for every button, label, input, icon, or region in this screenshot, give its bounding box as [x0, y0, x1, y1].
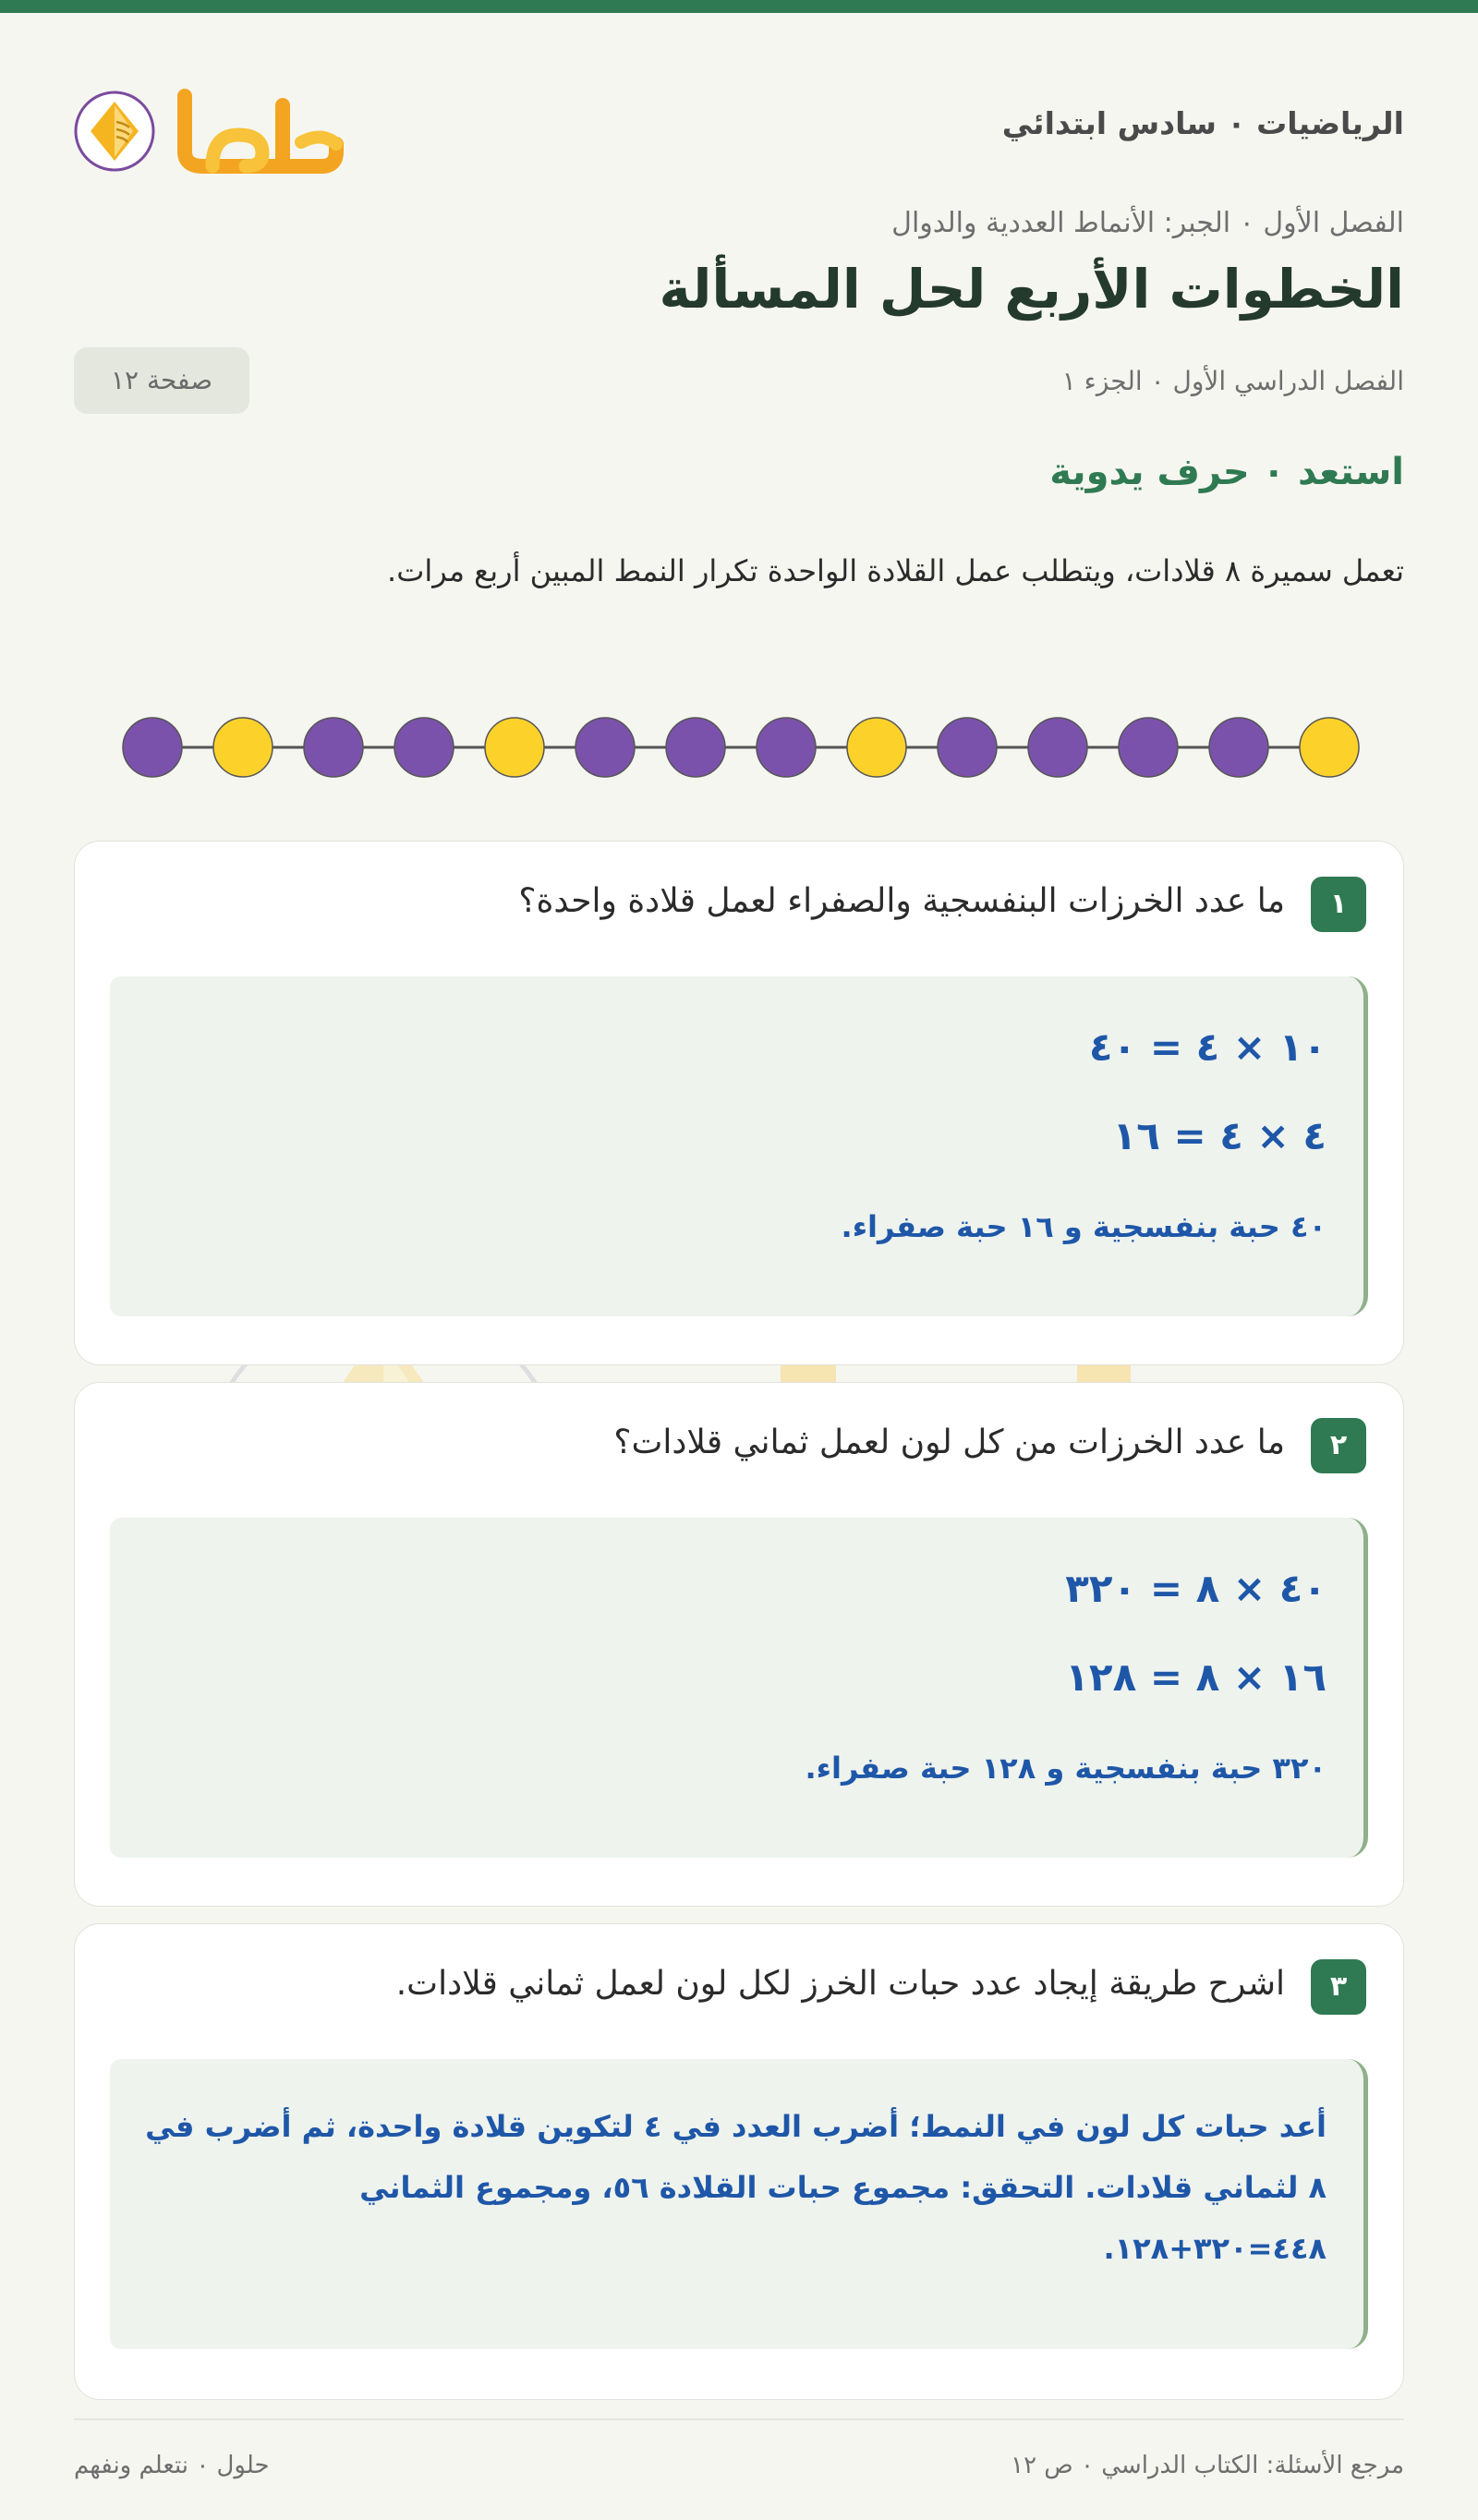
equation-1: ١٠ × ٤ = ٤٠ [1088, 1024, 1327, 1070]
footer-tagline: حلول ٠ نتعلم ونفهم [74, 2452, 270, 2479]
subject-label: الرياضيات ٠ سادس ابتدائي [1001, 105, 1404, 141]
question-number-badge: ٢ [1311, 1418, 1366, 1473]
page [71, 13, 1404, 2520]
purple-bead [1028, 718, 1087, 777]
purple-bead [666, 718, 725, 777]
question-number-badge: ١ [1311, 877, 1366, 932]
question-card-2 [74, 1382, 1404, 1907]
answer-box [110, 1518, 1368, 1858]
top-accent-bar [0, 0, 1478, 13]
header [71, 78, 1404, 188]
section-title: استعد ٠ حرف يدوية [1049, 451, 1404, 493]
yellow-bead [847, 718, 906, 777]
purple-bead [575, 718, 635, 777]
purple-bead [1119, 718, 1178, 777]
problem-intro: تعمل سميرة ٨ قلادات، ويتطلب عمل القلادة الواحدة تكرار النمط المبين أربع مرات. [387, 553, 1404, 588]
yellow-bead [485, 718, 544, 777]
chapter-label: الفصل الأول ٠ الجبر: الأنماط العددية والدوال [891, 207, 1404, 239]
footer-reference: مرجع الأسئلة: الكتاب الدراسي ٠ ص ١٢ [1011, 2452, 1404, 2479]
question-text: ما عدد الخرزات من كل لون لعمل ثماني قلادات؟ [613, 1424, 1285, 1461]
answer-box [110, 2059, 1368, 2349]
purple-bead [394, 718, 454, 777]
equation-2: ٤ × ٤ = ١٦ [1112, 1113, 1327, 1158]
answer-box [110, 976, 1368, 1316]
question-text: ما عدد الخرزات البنفسجية والصفراء لعمل قلادة واحدة؟ [518, 882, 1285, 920]
answer-conclusion: ٤٠ حبة بنفسجية و ١٦ حبة صفراء. [841, 1209, 1327, 1244]
question-card-1 [74, 841, 1404, 1365]
yellow-bead [1300, 718, 1359, 777]
yellow-bead [213, 718, 273, 777]
answer-explanation: أعد حبات كل لون في النمط؛ أضرب العدد في ٤ لتكوين قلادة واحدة، ثم أضرب في ٨ لثماني قلادات. التحقق: مجموع حبات القلادة ٥٦، ومجموع الثماني ٤٤٨=٣٢٠+١٢٨. [145, 2109, 1327, 2266]
equation-1: ٤٠ × ٨ = ٣٢٠ [1065, 1566, 1327, 1611]
purple-bead [757, 718, 816, 777]
hulul-logo [71, 78, 342, 188]
answer-conclusion: ٣٢٠ حبة بنفسجية و ١٢٨ حبة صفراء. [805, 1751, 1327, 1786]
bead-pattern-illustration [74, 697, 1404, 798]
purple-bead [304, 718, 363, 777]
purple-bead [938, 718, 997, 777]
equation-2: ١٦ × ٨ = ١٢٨ [1065, 1654, 1327, 1700]
semester-label: الفصل الدراسي الأول ٠ الجزء ١ [1061, 366, 1404, 396]
logo-text: حلول [71, 78, 74, 79]
question-text: اشرح طريقة إيجاد عدد حبات الخرز لكل لون لعمل ثماني قلادات. [395, 1965, 1285, 2003]
question-number-badge: ٣ [1311, 1959, 1366, 2015]
page-title: الخطوات الأربع لحل المسألة [659, 258, 1404, 321]
question-card-3 [74, 1923, 1404, 2400]
purple-bead [1209, 718, 1268, 777]
footer-divider [74, 2418, 1404, 2420]
purple-bead [123, 718, 182, 777]
page-number-chip: صفحة ١٢ [74, 347, 249, 414]
